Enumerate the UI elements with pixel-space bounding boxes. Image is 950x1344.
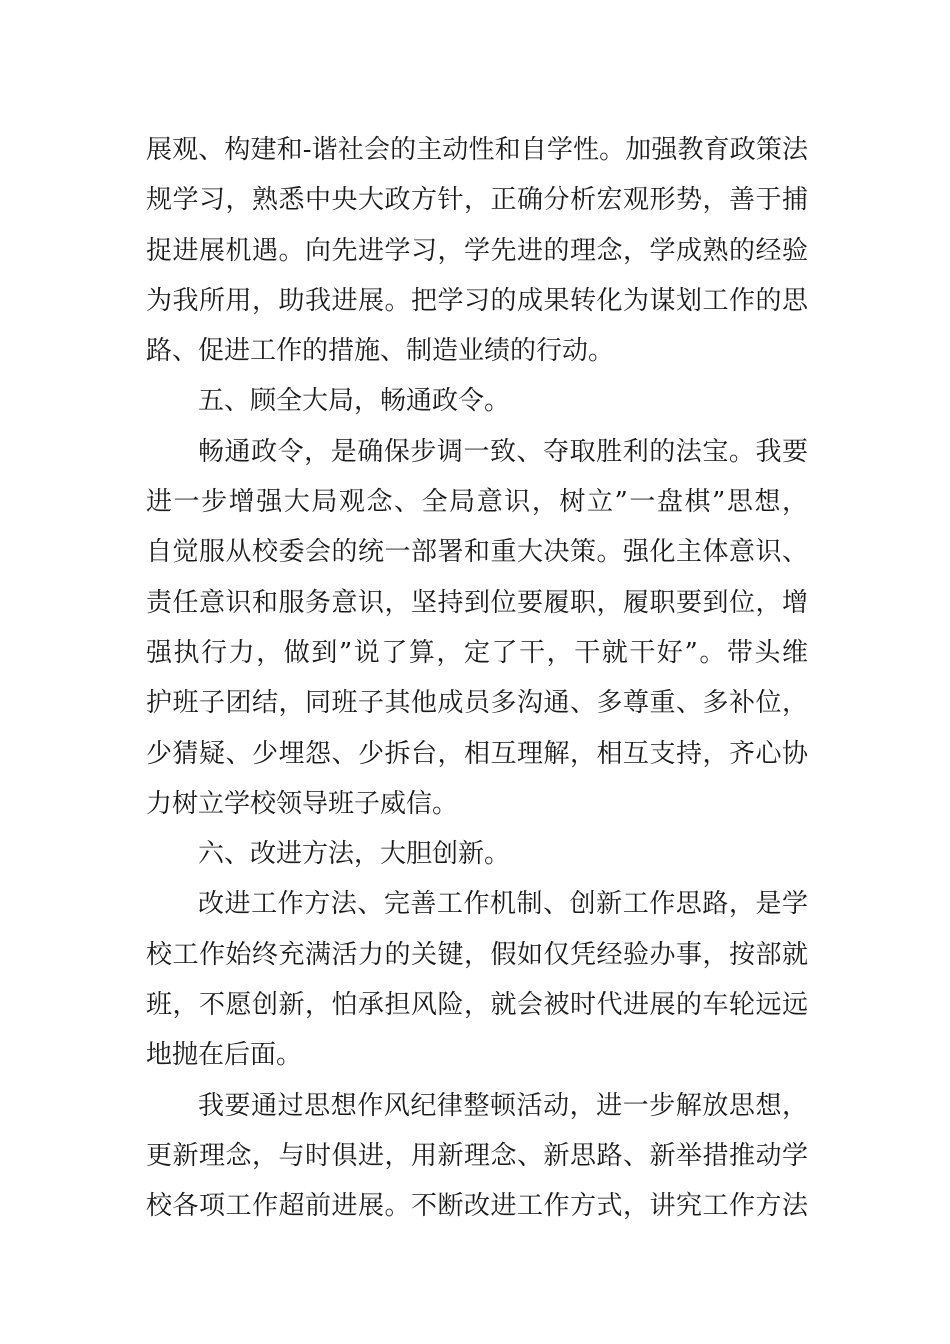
- text-line: 进一步增强大局观念、全局意识，树立”一盘棋”思想，: [146, 487, 808, 518]
- text-line: 校各项工作超前进展。不断改进工作方式，讲究工作方法: [146, 1191, 808, 1222]
- text-line: 地抛在后面。: [146, 1040, 303, 1071]
- text-line: 捉进展机遇。向先进学习，学先进的理念，学成熟的经验: [146, 235, 808, 266]
- text-line: 校工作始终充满活力的关键，假如仅凭经验办事，按部就: [146, 939, 808, 970]
- text-line: 改进工作方法、完善工作机制、创新工作思路，是学: [198, 889, 808, 920]
- text-line: 畅通政令，是确保步调一致、夺取胜利的法宝。我要: [198, 436, 808, 467]
- text-line: 规学习，熟悉中央大政方针，正确分析宏观形势，善于捕: [146, 185, 808, 216]
- text-line: 少猜疑、少埋怨、少拆台，相互理解，相互支持，齐心协: [146, 738, 808, 769]
- text-line: 力树立学校领导班子威信。: [146, 788, 459, 819]
- text-line: 责任意识和服务意识，坚持到位要履职，履职要到位，增: [146, 587, 808, 618]
- section-heading: 六、改进方法，大胆创新。: [198, 839, 511, 870]
- document-body: [146, 125, 808, 1232]
- text-line: 班，不愿创新，怕承担风险，就会被时代进展的车轮远远: [146, 990, 808, 1021]
- text-line: 展观、构建和-谐社会的主动性和自学性。加强教育政策法: [146, 135, 808, 165]
- text-line: 我要通过思想作风纪律整顿活动，进一步解放思想，: [198, 1090, 808, 1121]
- text-line: 自觉服从校委会的统一部署和重大决策。强化主体意识、: [146, 537, 808, 568]
- text-line: 强执行力，做到”说了算，定了干，干就干好”。带头维: [146, 637, 808, 668]
- section-heading: 五、顾全大局，畅通政令。: [198, 386, 511, 417]
- text-line: 护班子团结，同班子其他成员多沟通、多尊重、多补位，: [146, 688, 808, 719]
- text-line: 路、促进工作的措施、制造业绩的行动。: [146, 336, 615, 367]
- text-line: 为我所用，助我进展。把学习的成果转化为谋划工作的思: [146, 285, 808, 316]
- text-line: 更新理念，与时俱进，用新理念、新思路、新举措推动学: [146, 1140, 808, 1171]
